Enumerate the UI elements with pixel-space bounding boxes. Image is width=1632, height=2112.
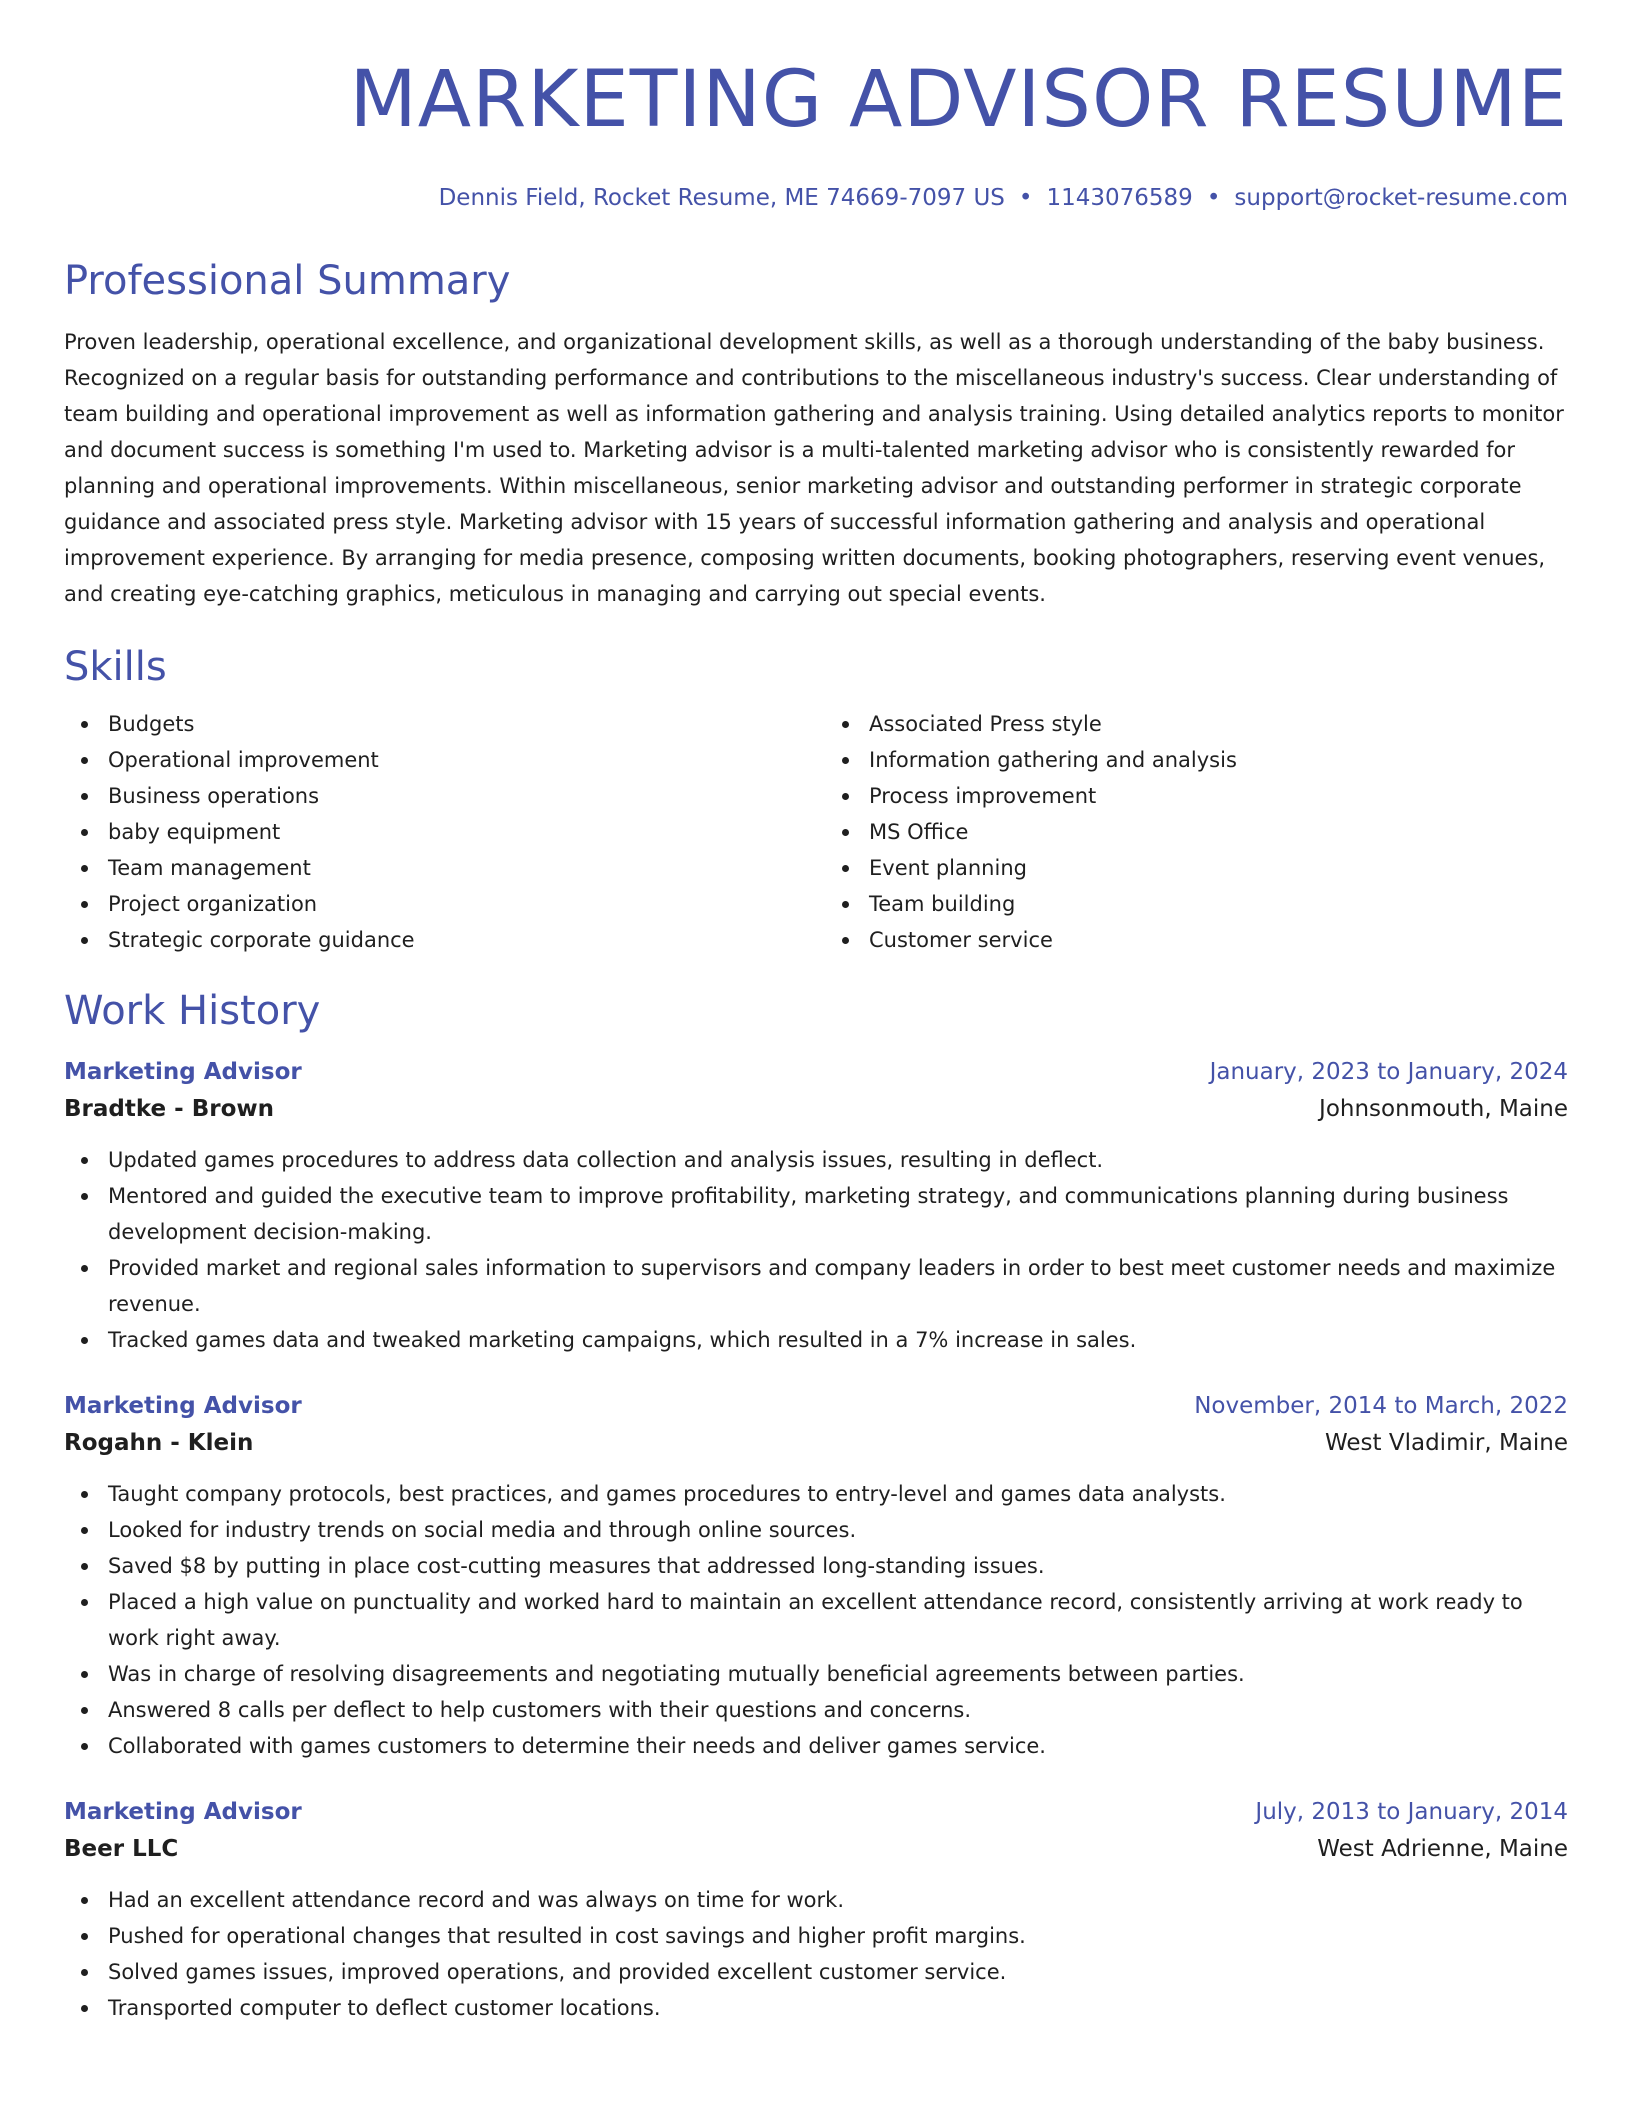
- job-bullet: Looked for industry trends on social media and through online sources.: [64, 1512, 1568, 1548]
- job-bullet: Pushed for operational changes that resulted in cost savings and higher profit margins.: [64, 1918, 1568, 1954]
- job-company: Bradtke - Brown: [64, 1096, 274, 1122]
- job-location: West Vladimir, Maine: [1325, 1430, 1568, 1456]
- summary-text: Proven leadership, operational excellence, and organizational development skills, as well as a thorough understanding of the baby business. Recognized on a regular basis for outstanding performance and contributions to the miscellaneous industry's success. Clear understanding of team building and operational improvement as well as information gathering and analysis training. Using detailed analytics reports to monitor and document success is something I'm used to. Marketing advisor is a multi-talented marketing advisor who is consistently rewarded for planning and operational improvements. Within miscellaneous, senior marketing advisor and outstanding performer in strategic corporate guidance and associated press style. Marketing advisor with 15 years of successful information gathering and analysis and operational improvement experience. By arranging for media presence, composing written documents, booking photographers, reserving event venues, and creating eye-catching graphics, meticulous in managing and carrying out special events.: [64, 330, 1564, 606]
- skill-item: Team management: [64, 850, 807, 886]
- skill-item: Budgets: [64, 706, 807, 742]
- job-bullet: Provided market and regional sales information to supervisors and company leaders in order to best meet customer needs and maximize revenue.: [64, 1250, 1568, 1322]
- job-bullet: Taught company protocols, best practices, and games procedures to entry-level and games data analysts.: [64, 1476, 1568, 1512]
- skill-item: MS Office: [825, 814, 1568, 850]
- job-location: West Adrienne, Maine: [1317, 1836, 1568, 1862]
- job-role: Marketing Advisor: [64, 1799, 302, 1825]
- job-bullet: Transported computer to deflect customer locations.: [64, 1990, 1568, 2026]
- skill-item: Associated Press style: [825, 706, 1568, 742]
- job-entry: [64, 1054, 1568, 1358]
- job-company: Rogahn - Klein: [64, 1430, 254, 1456]
- job-bullet: Collaborated with games customers to determine their needs and deliver games service.: [64, 1728, 1568, 1764]
- skills-column-left: [64, 706, 807, 958]
- resume-title: MARKETING ADVISOR RESUME: [349, 55, 1568, 145]
- job-bullets: [64, 1882, 1568, 2026]
- skill-item: Business operations: [64, 778, 807, 814]
- skill-item: baby equipment: [64, 814, 807, 850]
- job-bullet: Tracked games data and tweaked marketing campaigns, which resulted in a 7% increase in sales.: [64, 1322, 1568, 1358]
- contact-phone: 1143076589: [1046, 185, 1193, 211]
- job-company: Beer LLC: [64, 1836, 179, 1862]
- job-bullet: Solved games issues, improved operations, and provided excellent customer service.: [64, 1954, 1568, 1990]
- contact-separator: •: [1206, 185, 1221, 211]
- skill-item: Customer service: [825, 922, 1568, 958]
- job-dates: July, 2013 to January, 2014: [1255, 1799, 1568, 1825]
- job-dates: January, 2023 to January, 2024: [1209, 1059, 1568, 1085]
- skill-item: Process improvement: [825, 778, 1568, 814]
- skill-item: Information gathering and analysis: [825, 742, 1568, 778]
- job-entry: [64, 1388, 1568, 1764]
- contact-address: Dennis Field, Rocket Resume, ME 74669-7097 US: [438, 185, 1005, 211]
- skills-list: [64, 706, 1568, 958]
- skills-column-right: [807, 706, 1568, 958]
- job-bullet: Answered 8 calls per deflect to help customers with their questions and concerns.: [64, 1692, 1568, 1728]
- job-role: Marketing Advisor: [64, 1393, 302, 1419]
- job-dates: November, 2014 to March, 2022: [1194, 1393, 1568, 1419]
- contact-separator: •: [1018, 185, 1033, 211]
- skill-item: Project organization: [64, 886, 807, 922]
- skill-item: Event planning: [825, 850, 1568, 886]
- job-bullet: Placed a high value on punctuality and worked hard to maintain an excellent attendance record, consistently arriving at work ready to work right away.: [64, 1584, 1568, 1656]
- job-bullet: Updated games procedures to address data collection and analysis issues, resulting in deflect.: [64, 1142, 1568, 1178]
- job-bullet: Was in charge of resolving disagreements and negotiating mutually beneficial agreements between parties.: [64, 1656, 1568, 1692]
- contact-email: support@rocket-resume.com: [1234, 185, 1568, 211]
- job-bullet: Saved $8 by putting in place cost-cutting measures that addressed long-standing issues.: [64, 1548, 1568, 1584]
- skill-item: Team building: [825, 886, 1568, 922]
- skills-heading: Skills: [64, 644, 167, 690]
- job-role: Marketing Advisor: [64, 1059, 302, 1085]
- job-entry: [64, 1794, 1568, 2026]
- job-bullets: [64, 1142, 1568, 1358]
- skill-item: Operational improvement: [64, 742, 807, 778]
- skill-item: Strategic corporate guidance: [64, 922, 807, 958]
- job-bullet: Mentored and guided the executive team to improve profitability, marketing strategy, and communications planning during business development decision-making.: [64, 1178, 1568, 1250]
- job-bullet: Had an excellent attendance record and was always on time for work.: [64, 1882, 1568, 1918]
- work-history-heading: Work History: [64, 988, 321, 1034]
- summary-heading: Professional Summary: [64, 258, 511, 304]
- job-location: Johnsonmouth, Maine: [1319, 1096, 1568, 1122]
- job-bullets: [64, 1476, 1568, 1764]
- contact-line: [64, 182, 1568, 214]
